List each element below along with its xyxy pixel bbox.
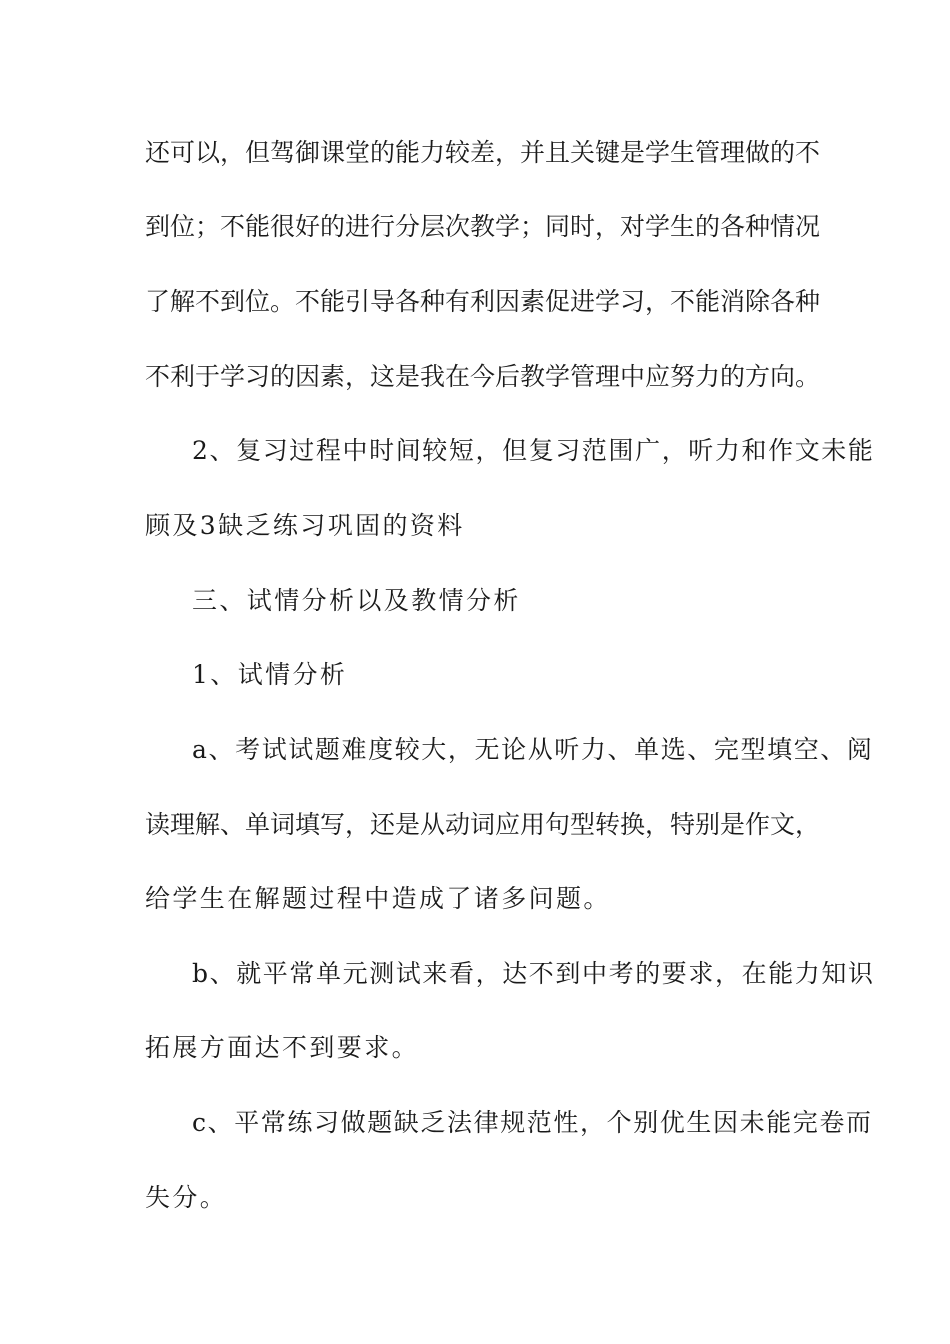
paragraph-line: c、平常练习做题缺乏法律规范性，个别优生因未能完卷而: [192, 1108, 873, 1137]
paragraph-line: 2、复习过程中时间较短，但复习范围广，听力和作文未能: [192, 436, 875, 465]
paragraph-line: 失分。: [145, 1183, 228, 1212]
paragraph-line: 不利于学习的因素，这是我在今后教学管理中应努力的方向。: [145, 362, 821, 391]
subsection-heading: 1、试情分析: [192, 660, 348, 689]
paragraph-line: a、考试试题难度较大，无论从听力、单选、完型填空、阅: [192, 735, 874, 764]
paragraph-line: 到位；不能很好的进行分层次教学；同时，对学生的各种情况: [145, 212, 821, 241]
paragraph-line: 了解不到位。不能引导各种有利因素促进学习，不能消除各种: [145, 287, 821, 316]
paragraph-line: 顾及3缺乏练习巩固的资料: [145, 511, 465, 540]
paragraph-line: 拓展方面达不到要求。: [145, 1033, 420, 1062]
paragraph-line: 读理解、单词填写，还是从动词应用句型转换，特别是作文，: [145, 810, 821, 839]
paragraph-line: 还可以，但驾御课堂的能力较差，并且关键是学生管理做的不: [145, 138, 821, 167]
paragraph-line: b、就平常单元测试来看，达不到中考的要求，在能力知识: [192, 959, 875, 988]
paragraph-line: 给学生在解题过程中造成了诸多问题。: [145, 884, 611, 913]
section-heading: 三、试情分析以及教情分析: [192, 586, 521, 615]
